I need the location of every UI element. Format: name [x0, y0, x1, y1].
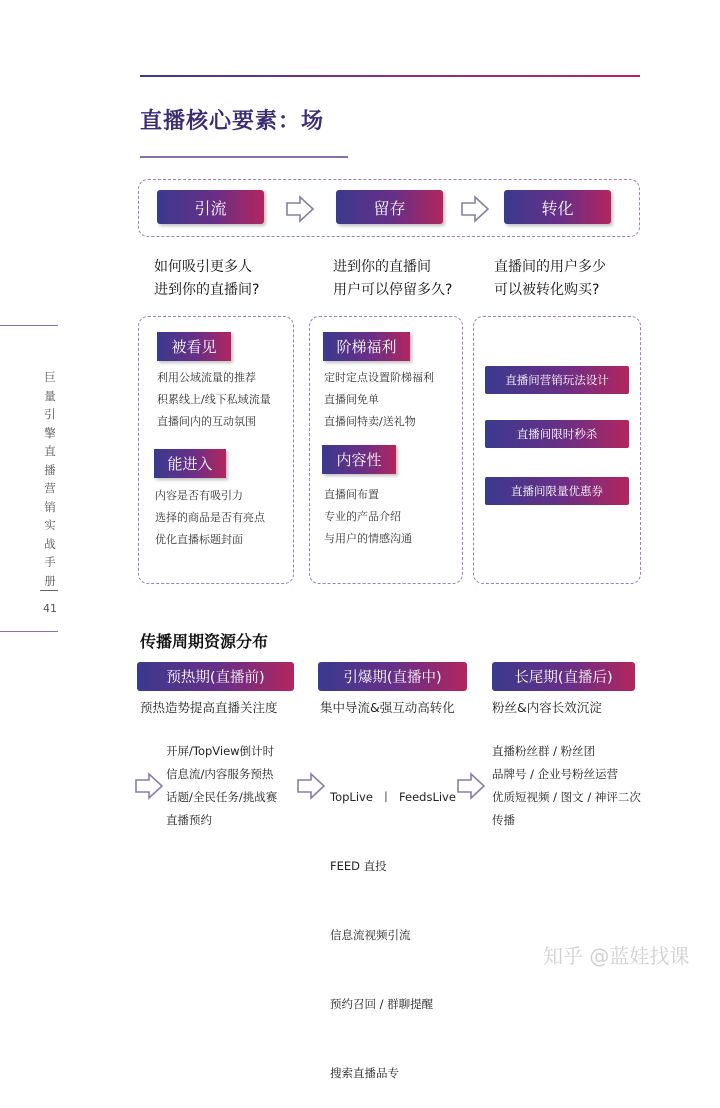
- list-tier-benefits: [324, 367, 434, 433]
- tag-content: 内容性: [322, 445, 396, 474]
- sidebar-rule-top: [0, 325, 58, 326]
- list-item: 直播间特卖/送礼物: [324, 415, 416, 428]
- list-item: 直播间布置: [324, 488, 379, 501]
- sidebar-char: 册: [44, 573, 56, 588]
- tag-can-enter: 能进入: [154, 449, 226, 478]
- sidebar-char: 营: [44, 481, 56, 495]
- resource-item: 开屏/TopView倒计时: [166, 744, 275, 758]
- list-item: 直播间免单: [324, 393, 379, 406]
- resource-item: 品牌号 / 企业号粉丝运营: [492, 767, 619, 781]
- sidebar-char: 擎: [44, 425, 56, 440]
- resource-item: 传播: [492, 813, 515, 827]
- stage-preheat: 预热期(直播前): [137, 662, 294, 691]
- sidebar-divider: [40, 590, 58, 591]
- flow-step-retention: 留存: [336, 190, 443, 224]
- question-line: 进到你的直播间?: [154, 282, 260, 298]
- sidebar-book-title: [40, 368, 60, 590]
- list-be-seen: [157, 367, 271, 433]
- pill-flash-sale: 直播间限时秒杀: [485, 420, 629, 448]
- question-line: 直播间的用户多少: [494, 259, 606, 275]
- resource-item: 话题/全民任务/挑战赛: [166, 790, 278, 804]
- title-underline: [140, 156, 348, 158]
- resource-item: 直播粉丝群 / 粉丝团: [492, 744, 596, 758]
- arrow-right-icon: [134, 772, 164, 800]
- resource-item: 预约召回 / 群聊提醒: [330, 997, 434, 1011]
- sidebar-char: 巨: [44, 370, 56, 384]
- stage-burst: 引爆期(直播中): [318, 662, 467, 691]
- sidebar-rule-bottom: [0, 631, 58, 632]
- arrow-right-icon: [285, 195, 315, 223]
- watermark: 知乎 @蓝娃找课: [543, 944, 690, 968]
- question-line: 进到你的直播间: [333, 259, 431, 275]
- question-line: 可以被转化购买?: [494, 282, 600, 298]
- question-line: 用户可以停留多久?: [333, 282, 453, 298]
- flow-step-traffic: 引流: [157, 190, 264, 224]
- resource-item: 搜索直播品专: [330, 1066, 399, 1080]
- sidebar-char: 战: [44, 536, 56, 551]
- tag-tier-benefits: 阶梯福利: [323, 332, 410, 361]
- list-item: 利用公域流量的推荐: [157, 371, 256, 384]
- top-rule: [140, 75, 640, 77]
- stage-longtail: 长尾期(直播后): [492, 662, 635, 691]
- question-line: 如何吸引更多人: [154, 259, 252, 275]
- sidebar-char: 量: [44, 388, 56, 403]
- resource-item: 信息流/内容服务预热: [166, 767, 274, 781]
- sidebar-char: 直: [44, 444, 56, 458]
- stage-desc-2: 集中导流&强互动高转化: [320, 700, 455, 715]
- list-item: 内容是否有吸引力: [155, 489, 243, 502]
- question-3: [494, 256, 606, 302]
- resources-burst: [330, 740, 456, 1108]
- sidebar-char: 播: [44, 462, 56, 477]
- list-item: 选择的商品是否有亮点: [155, 511, 265, 524]
- column-box-3: [473, 316, 641, 584]
- sidebar-char: 引: [44, 407, 56, 421]
- tag-be-seen: 被看见: [157, 332, 231, 361]
- question-2: [333, 256, 452, 302]
- list-item: 优化直播标题封面: [155, 533, 243, 546]
- list-can-enter: [155, 485, 265, 551]
- question-1: [154, 256, 259, 302]
- stage-desc-3: 粉丝&内容长效沉淀: [492, 700, 602, 715]
- section-title: 传播周期资源分布: [140, 632, 269, 651]
- pill-marketing-play: 直播间营销玩法设计: [485, 366, 629, 394]
- list-item: 直播间内的互动氛围: [157, 415, 256, 428]
- arrow-right-icon: [296, 772, 326, 800]
- resource-item: 优质短视频 / 图文 / 神评二次: [492, 790, 641, 804]
- resource-item: 直播预约: [166, 813, 212, 827]
- sidebar-char: 销: [44, 499, 56, 514]
- stage-desc-1: 预热造势提高直播关注度: [140, 700, 278, 715]
- sidebar-char: 手: [44, 555, 56, 569]
- sidebar-char: 实: [44, 518, 56, 532]
- resources-longtail: [492, 740, 641, 832]
- page-number: 41: [43, 602, 57, 615]
- list-item: 专业的产品介绍: [324, 510, 401, 523]
- arrow-right-icon: [460, 195, 490, 223]
- pill-coupon: 直播间限量优惠券: [485, 477, 629, 505]
- resource-item: TopLive 丨 FeedsLive: [330, 790, 456, 804]
- flow-step-conversion: 转化: [504, 190, 611, 224]
- resource-item: FEED 直投: [330, 859, 387, 873]
- list-item: 定时定点设置阶梯福利: [324, 371, 434, 384]
- list-item: 与用户的情感沟通: [324, 532, 412, 545]
- resources-preheat: [166, 740, 277, 832]
- page-title: 直播核心要素：场: [140, 109, 325, 134]
- list-content: [324, 484, 412, 550]
- resource-item: 信息流视频引流: [330, 928, 411, 942]
- list-item: 积累线上/线下私域流量: [157, 393, 271, 406]
- arrow-right-icon: [456, 772, 486, 800]
